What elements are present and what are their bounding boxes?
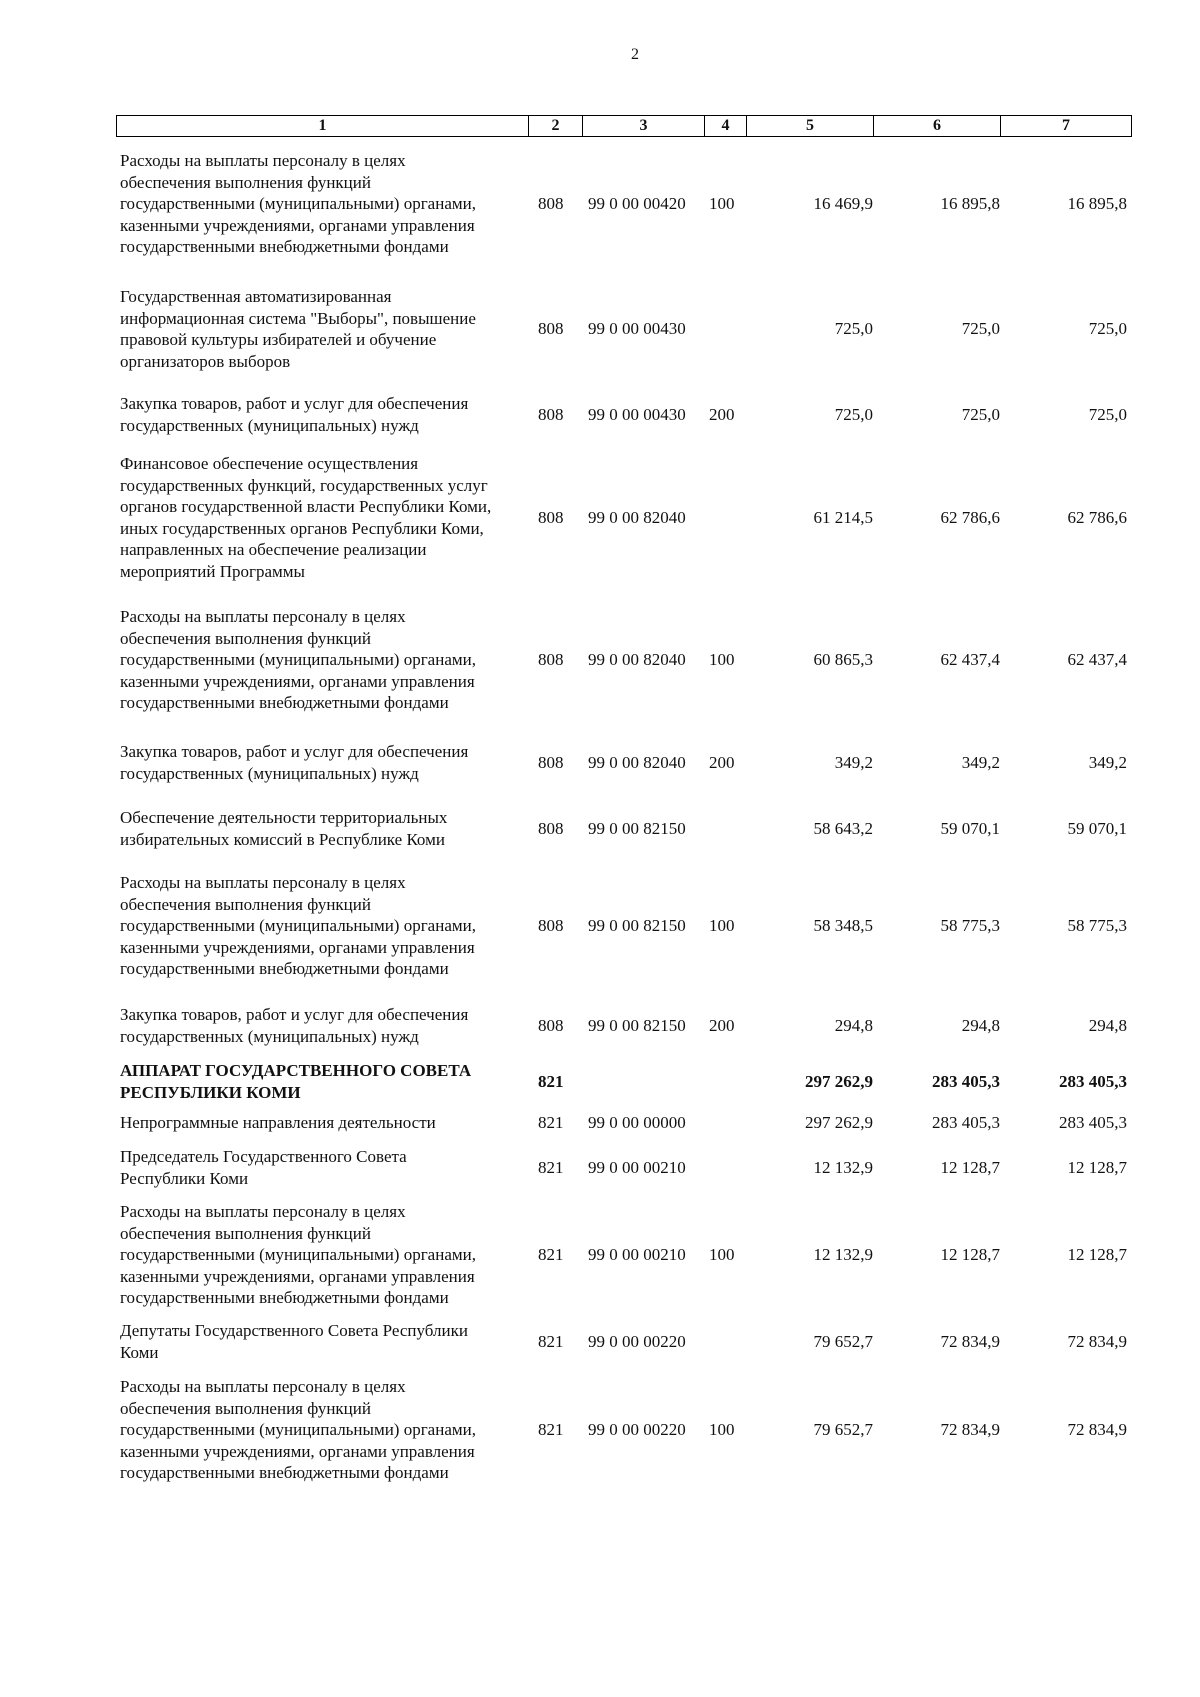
cell-c6: 62 437,4 [940, 650, 1000, 669]
row-name-line: Председатель Государственного Совета [120, 1147, 407, 1166]
row-name [120, 1201, 530, 1309]
cell-c2: 808 [538, 916, 564, 935]
cell-c7: 62 437,4 [1067, 650, 1127, 669]
table-row [0, 1060, 1200, 1103]
row-name-line: государственными (муниципальными) органами, [120, 916, 476, 935]
cell-c7: 59 070,1 [1067, 818, 1127, 838]
cell-c2: 808 [538, 194, 564, 213]
cell-c7: 72 834,9 [1067, 1331, 1127, 1351]
row-name [120, 1060, 530, 1103]
cell-c5: 349,2 [834, 752, 873, 772]
row-name [120, 1004, 530, 1047]
cell-c6: 283 405,3 [932, 1113, 1000, 1132]
row-name-line: государственных (муниципальных) нужд [120, 763, 419, 783]
cell-c6: 59 070,1 [940, 818, 1000, 838]
row-name-line: иных государственных органов Республики Коми, [120, 518, 484, 538]
cell-c7: 349,2 [1088, 752, 1127, 772]
row-name [120, 1146, 530, 1189]
cell-c3: 99 0 00 00220 [588, 1331, 686, 1351]
table-row [0, 606, 1200, 714]
cell-c5: 297 262,9 [805, 1071, 873, 1091]
row-name-line: РЕСПУБЛИКИ КОМИ [120, 1082, 301, 1102]
cell-c5: 294,8 [834, 1015, 873, 1035]
table-row [0, 1146, 1200, 1189]
row-name-line: организаторов выборов [120, 351, 291, 371]
cell-c7: 62 786,6 [1067, 507, 1127, 527]
row-name-line: обеспечения выполнения функций [120, 628, 371, 648]
cell-c2: 808 [538, 507, 564, 527]
cell-c2: 821 [538, 1113, 564, 1132]
row-name-line: казенными учреждениями, органами управления [120, 671, 475, 691]
row-name [120, 807, 530, 850]
table-row [0, 741, 1200, 784]
row-name-line: Республики Коми [120, 1168, 249, 1188]
row-name-line: государственными внебюджетными фондами [120, 959, 449, 978]
row-name-line: Закупка товаров, работ и услуг для обеспечения [120, 394, 469, 413]
cell-c2: 821 [538, 1331, 564, 1351]
cell-c2: 821 [538, 1071, 564, 1091]
row-name-line: направленных на обеспечение реализации [120, 540, 427, 559]
cell-c5: 12 132,9 [813, 1245, 873, 1264]
cell-c6: 72 834,9 [940, 1331, 1000, 1351]
cell-c5: 58 643,2 [813, 818, 873, 838]
cell-c6: 12 128,7 [940, 1245, 1000, 1264]
cell-c3: 99 0 00 00420 [588, 194, 686, 213]
row-name-line: мероприятий Программы [120, 561, 305, 581]
row-name-line: государственными (муниципальными) органами, [120, 1245, 476, 1264]
row-name-line: Государственная автоматизированная [120, 287, 392, 306]
row-name [120, 1376, 530, 1484]
row-name-line: казенными учреждениями, органами управления [120, 215, 475, 235]
table-row [0, 393, 1200, 436]
cell-c3: 99 0 00 00220 [588, 1420, 686, 1439]
row-name-line: Непрограммные направления деятельности [120, 1113, 436, 1132]
column-header-5: 5 [747, 116, 874, 137]
row-name-line: правовой культуры избирателей и обучение [120, 330, 437, 349]
table-row [0, 286, 1200, 372]
cell-c6: 349,2 [961, 752, 1000, 772]
row-name-line: государственными (муниципальными) органами, [120, 194, 476, 213]
row-name-line: казенными учреждениями, органами управления [120, 1441, 475, 1461]
cell-c2: 808 [538, 404, 564, 424]
cell-c2: 821 [538, 1245, 564, 1264]
row-name-line: АППАРАТ ГОСУДАРСТВЕННОГО СОВЕТА [120, 1061, 472, 1080]
column-header-2: 2 [529, 116, 583, 137]
row-name-line: государственных функций, государственных услуг [120, 475, 488, 495]
row-name-line: Расходы на выплаты персоналу в целях [120, 151, 406, 170]
cell-c3: 99 0 00 00430 [588, 319, 686, 339]
row-name-line: государственными внебюджетными фондами [120, 1288, 449, 1307]
table-row [0, 872, 1200, 980]
cell-c3: 99 0 00 82150 [588, 1015, 686, 1035]
column-header-1: 1 [117, 116, 529, 137]
table-row [0, 1201, 1200, 1309]
cell-c3: 99 0 00 00000 [588, 1113, 686, 1132]
row-name-line: Финансовое обеспечение осуществления [120, 454, 419, 473]
cell-c2: 808 [538, 1015, 564, 1035]
cell-c7: 283 405,3 [1059, 1113, 1127, 1132]
row-name-line: обеспечения выполнения функций [120, 172, 371, 192]
cell-c4: 100 [709, 194, 735, 213]
table-row [0, 1320, 1200, 1363]
table-row [0, 1376, 1200, 1484]
cell-c6: 725,0 [961, 404, 1000, 424]
cell-c2: 808 [538, 818, 564, 838]
row-name [120, 606, 530, 714]
row-name-line: Депутаты Государственного Совета Республики [120, 1321, 468, 1340]
row-name [120, 453, 530, 582]
row-name-line: обеспечения выполнения функций [120, 1398, 371, 1418]
cell-c5: 79 652,7 [813, 1331, 873, 1351]
row-name-line: Расходы на выплаты персоналу в целях [120, 873, 406, 892]
cell-c6: 16 895,8 [940, 194, 1000, 213]
cell-c6: 12 128,7 [940, 1157, 1000, 1177]
cell-c4: 100 [709, 1420, 735, 1439]
cell-c7: 16 895,8 [1067, 194, 1127, 213]
row-name [120, 872, 530, 980]
row-name [120, 150, 530, 258]
cell-c4: 100 [709, 650, 735, 669]
row-name-line: Обеспечение деятельности территориальных [120, 808, 448, 827]
column-header-3: 3 [583, 116, 705, 137]
cell-c5: 61 214,5 [813, 507, 873, 527]
row-name-line: государственными внебюджетными фондами [120, 693, 449, 712]
cell-c2: 808 [538, 319, 564, 339]
cell-c6: 283 405,3 [932, 1071, 1000, 1091]
row-name-line: государственными (муниципальными) органами, [120, 650, 476, 669]
cell-c7: 72 834,9 [1067, 1420, 1127, 1439]
row-name-line: государственными внебюджетными фондами [120, 237, 449, 256]
cell-c7: 58 775,3 [1067, 916, 1127, 935]
row-name [120, 1112, 530, 1134]
cell-c4: 200 [709, 404, 735, 424]
cell-c7: 12 128,7 [1067, 1245, 1127, 1264]
cell-c4: 200 [709, 1015, 735, 1035]
cell-c2: 808 [538, 752, 564, 772]
row-name-line: казенными учреждениями, органами управления [120, 1266, 475, 1286]
row-name-line: Закупка товаров, работ и услуг для обеспечения [120, 742, 469, 761]
cell-c7: 294,8 [1088, 1015, 1127, 1035]
row-name [120, 1320, 530, 1363]
row-name-line: органов государственной власти Республики Коми, [120, 497, 492, 516]
row-name-line: информационная система "Выборы", повышение [120, 308, 476, 328]
cell-c4: 200 [709, 752, 735, 772]
row-name-line: государственных (муниципальных) нужд [120, 415, 419, 435]
cell-c7: 12 128,7 [1067, 1157, 1127, 1177]
cell-c5: 725,0 [834, 319, 873, 339]
cell-c6: 294,8 [961, 1015, 1000, 1035]
cell-c6: 725,0 [961, 319, 1000, 339]
cell-c3: 99 0 00 00210 [588, 1157, 686, 1177]
cell-c3: 99 0 00 00210 [588, 1245, 686, 1264]
column-header-7: 7 [1001, 116, 1132, 137]
table-row [0, 807, 1200, 850]
row-name-line: обеспечения выполнения функций [120, 1223, 371, 1243]
cell-c3: 99 0 00 82040 [588, 650, 686, 669]
cell-c7: 283 405,3 [1059, 1071, 1127, 1091]
row-name-line: избирательных комиссий в Республике Коми [120, 829, 445, 849]
row-name-line: обеспечения выполнения функций [120, 894, 371, 914]
column-header-6: 6 [874, 116, 1001, 137]
cell-c3: 99 0 00 82040 [588, 507, 686, 527]
table-row [0, 453, 1200, 582]
cell-c6: 62 786,6 [940, 507, 1000, 527]
row-name [120, 393, 530, 436]
row-name-line: государственными (муниципальными) органами, [120, 1420, 476, 1439]
row-name [120, 741, 530, 784]
cell-c5: 297 262,9 [805, 1113, 873, 1132]
row-name-line: государственных (муниципальных) нужд [120, 1026, 419, 1046]
cell-c3: 99 0 00 82150 [588, 818, 686, 838]
row-name-line: Коми [120, 1342, 159, 1362]
table-row [0, 150, 1200, 258]
cell-c3: 99 0 00 00430 [588, 404, 686, 424]
page-number: 2 [631, 46, 639, 63]
row-name-line: Расходы на выплаты персоналу в целях [120, 1202, 406, 1221]
cell-c6: 72 834,9 [940, 1420, 1000, 1439]
table-row [0, 1112, 1200, 1134]
cell-c7: 725,0 [1088, 404, 1127, 424]
row-name-line: государственными внебюджетными фондами [120, 1463, 449, 1482]
cell-c5: 60 865,3 [813, 650, 873, 669]
cell-c4: 100 [709, 1245, 735, 1264]
cell-c3: 99 0 00 82040 [588, 752, 686, 772]
cell-c6: 58 775,3 [940, 916, 1000, 935]
row-name-line: Расходы на выплаты персоналу в целях [120, 607, 406, 626]
cell-c4: 100 [709, 916, 735, 935]
cell-c2: 808 [538, 650, 564, 669]
row-name-line: Закупка товаров, работ и услуг для обеспечения [120, 1005, 469, 1024]
cell-c5: 58 348,5 [813, 916, 873, 935]
cell-c3: 99 0 00 82150 [588, 916, 686, 935]
column-header-4: 4 [705, 116, 747, 137]
cell-c5: 12 132,9 [813, 1157, 873, 1177]
row-name-line: Расходы на выплаты персоналу в целях [120, 1377, 406, 1396]
table-row [0, 1004, 1200, 1047]
row-name [120, 286, 530, 372]
cell-c2: 821 [538, 1420, 564, 1439]
cell-c5: 16 469,9 [813, 194, 873, 213]
cell-c2: 821 [538, 1157, 564, 1177]
cell-c5: 725,0 [834, 404, 873, 424]
cell-c5: 79 652,7 [813, 1420, 873, 1439]
cell-c7: 725,0 [1088, 319, 1127, 339]
row-name-line: казенными учреждениями, органами управления [120, 937, 475, 957]
